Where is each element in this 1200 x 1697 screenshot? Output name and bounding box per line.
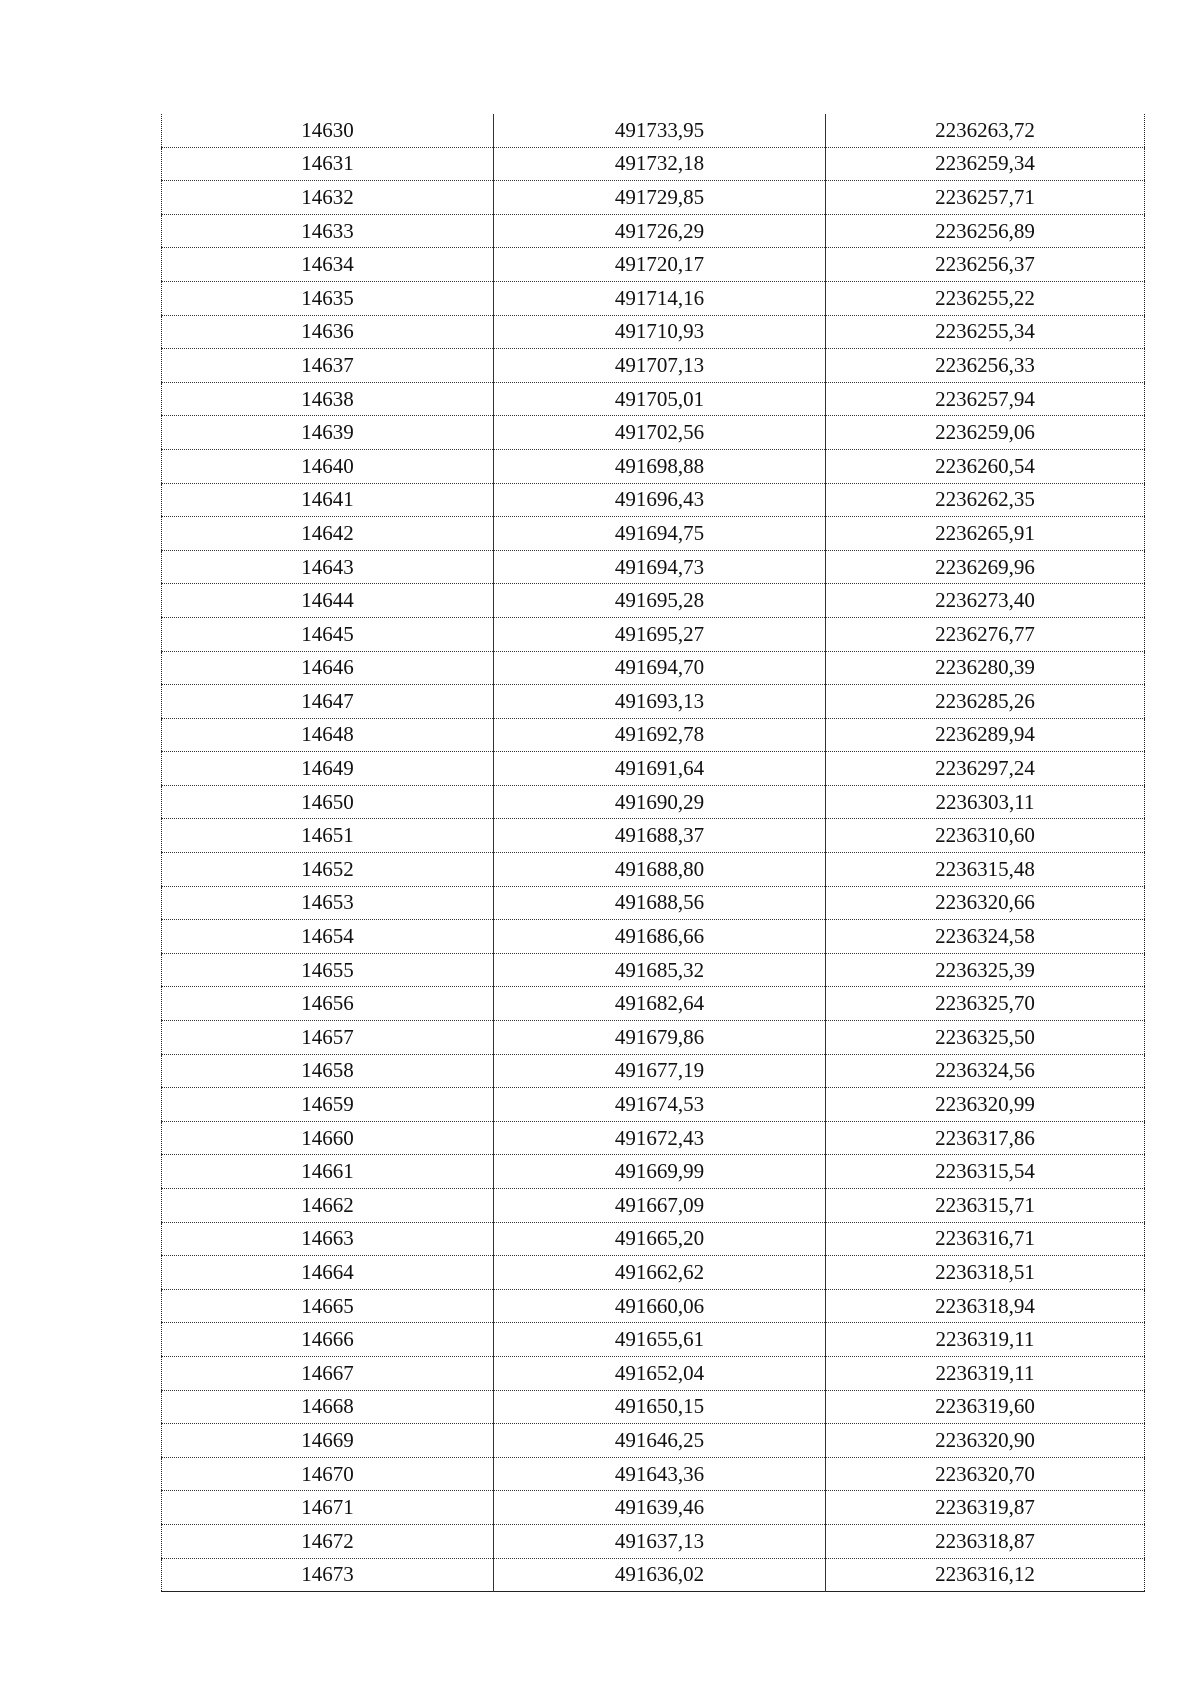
x-coordinate-cell: 491729,85 — [494, 181, 826, 215]
point-number-cell: 14664 — [162, 1256, 494, 1290]
table-row — [162, 147, 1145, 181]
table-row — [162, 1457, 1145, 1491]
x-coordinate-cell: 491694,73 — [494, 550, 826, 584]
y-coordinate-cell: 2236273,40 — [826, 584, 1145, 618]
y-coordinate-cell: 2236297,24 — [826, 752, 1145, 786]
y-coordinate-cell: 2236257,94 — [826, 382, 1145, 416]
x-coordinate-cell: 491685,32 — [494, 953, 826, 987]
table-row — [162, 1289, 1145, 1323]
y-coordinate-cell: 2236255,22 — [826, 281, 1145, 315]
table-row — [162, 886, 1145, 920]
point-number-cell: 14671 — [162, 1491, 494, 1525]
x-coordinate-cell: 491702,56 — [494, 416, 826, 450]
y-coordinate-cell: 2236324,56 — [826, 1054, 1145, 1088]
point-number-cell: 14654 — [162, 920, 494, 954]
y-coordinate-cell: 2236319,11 — [826, 1323, 1145, 1357]
point-number-cell: 14655 — [162, 953, 494, 987]
point-number-cell: 14647 — [162, 685, 494, 719]
x-coordinate-cell: 491694,70 — [494, 651, 826, 685]
x-coordinate-cell: 491636,02 — [494, 1558, 826, 1592]
x-coordinate-cell: 491695,27 — [494, 617, 826, 651]
table-row — [162, 1088, 1145, 1122]
y-coordinate-cell: 2236315,48 — [826, 853, 1145, 887]
y-coordinate-cell: 2236289,94 — [826, 718, 1145, 752]
point-number-cell: 14652 — [162, 853, 494, 887]
y-coordinate-cell: 2236259,06 — [826, 416, 1145, 450]
table-row — [162, 382, 1145, 416]
point-number-cell: 14635 — [162, 281, 494, 315]
y-coordinate-cell: 2236320,70 — [826, 1457, 1145, 1491]
y-coordinate-cell: 2236325,39 — [826, 953, 1145, 987]
y-coordinate-cell: 2236257,71 — [826, 181, 1145, 215]
coordinates-table-body — [162, 114, 1145, 1592]
table-row — [162, 281, 1145, 315]
table-row — [162, 449, 1145, 483]
x-coordinate-cell: 491694,75 — [494, 517, 826, 551]
table-row — [162, 349, 1145, 383]
x-coordinate-cell: 491660,06 — [494, 1289, 826, 1323]
x-coordinate-cell: 491674,53 — [494, 1088, 826, 1122]
point-number-cell: 14637 — [162, 349, 494, 383]
y-coordinate-cell: 2236256,89 — [826, 214, 1145, 248]
point-number-cell: 14653 — [162, 886, 494, 920]
table-row — [162, 752, 1145, 786]
table-row — [162, 1021, 1145, 1055]
y-coordinate-cell: 2236317,86 — [826, 1121, 1145, 1155]
y-coordinate-cell: 2236318,87 — [826, 1524, 1145, 1558]
table-row — [162, 853, 1145, 887]
y-coordinate-cell: 2236319,87 — [826, 1491, 1145, 1525]
x-coordinate-cell: 491643,36 — [494, 1457, 826, 1491]
coordinates-table — [161, 114, 1145, 1592]
point-number-cell: 14645 — [162, 617, 494, 651]
point-number-cell: 14649 — [162, 752, 494, 786]
x-coordinate-cell: 491669,99 — [494, 1155, 826, 1189]
x-coordinate-cell: 491667,09 — [494, 1189, 826, 1223]
x-coordinate-cell: 491691,64 — [494, 752, 826, 786]
x-coordinate-cell: 491688,37 — [494, 819, 826, 853]
x-coordinate-cell: 491655,61 — [494, 1323, 826, 1357]
y-coordinate-cell: 2236319,11 — [826, 1356, 1145, 1390]
table-row — [162, 1121, 1145, 1155]
x-coordinate-cell: 491688,80 — [494, 853, 826, 887]
point-number-cell: 14644 — [162, 584, 494, 618]
x-coordinate-cell: 491698,88 — [494, 449, 826, 483]
point-number-cell: 14633 — [162, 214, 494, 248]
y-coordinate-cell: 2236318,51 — [826, 1256, 1145, 1290]
table-row — [162, 248, 1145, 282]
point-number-cell: 14636 — [162, 315, 494, 349]
point-number-cell: 14657 — [162, 1021, 494, 1055]
table-row — [162, 483, 1145, 517]
x-coordinate-cell: 491646,25 — [494, 1424, 826, 1458]
y-coordinate-cell: 2236320,66 — [826, 886, 1145, 920]
point-number-cell: 14638 — [162, 382, 494, 416]
point-number-cell: 14667 — [162, 1356, 494, 1390]
x-coordinate-cell: 491714,16 — [494, 281, 826, 315]
table-row — [162, 685, 1145, 719]
y-coordinate-cell: 2236280,39 — [826, 651, 1145, 685]
x-coordinate-cell: 491682,64 — [494, 987, 826, 1021]
table-row — [162, 617, 1145, 651]
table-row — [162, 1524, 1145, 1558]
table-row — [162, 1491, 1145, 1525]
x-coordinate-cell: 491707,13 — [494, 349, 826, 383]
x-coordinate-cell: 491639,46 — [494, 1491, 826, 1525]
y-coordinate-cell: 2236315,71 — [826, 1189, 1145, 1223]
y-coordinate-cell: 2236256,37 — [826, 248, 1145, 282]
y-coordinate-cell: 2236265,91 — [826, 517, 1145, 551]
x-coordinate-cell: 491693,13 — [494, 685, 826, 719]
y-coordinate-cell: 2236269,96 — [826, 550, 1145, 584]
point-number-cell: 14643 — [162, 550, 494, 584]
table-row — [162, 1390, 1145, 1424]
table-row — [162, 1189, 1145, 1223]
point-number-cell: 14646 — [162, 651, 494, 685]
table-row — [162, 1222, 1145, 1256]
table-row — [162, 1155, 1145, 1189]
point-number-cell: 14668 — [162, 1390, 494, 1424]
point-number-cell: 14639 — [162, 416, 494, 450]
point-number-cell: 14641 — [162, 483, 494, 517]
x-coordinate-cell: 491677,19 — [494, 1054, 826, 1088]
x-coordinate-cell: 491695,28 — [494, 584, 826, 618]
x-coordinate-cell: 491732,18 — [494, 147, 826, 181]
point-number-cell: 14658 — [162, 1054, 494, 1088]
table-row — [162, 953, 1145, 987]
table-row — [162, 181, 1145, 215]
y-coordinate-cell: 2236303,11 — [826, 785, 1145, 819]
y-coordinate-cell: 2236310,60 — [826, 819, 1145, 853]
table-row — [162, 987, 1145, 1021]
x-coordinate-cell: 491710,93 — [494, 315, 826, 349]
x-coordinate-cell: 491650,15 — [494, 1390, 826, 1424]
y-coordinate-cell: 2236262,35 — [826, 483, 1145, 517]
y-coordinate-cell: 2236255,34 — [826, 315, 1145, 349]
point-number-cell: 14650 — [162, 785, 494, 819]
table-row — [162, 718, 1145, 752]
x-coordinate-cell: 491686,66 — [494, 920, 826, 954]
x-coordinate-cell: 491705,01 — [494, 382, 826, 416]
point-number-cell: 14670 — [162, 1457, 494, 1491]
y-coordinate-cell: 2236318,94 — [826, 1289, 1145, 1323]
y-coordinate-cell: 2236263,72 — [826, 114, 1145, 147]
y-coordinate-cell: 2236316,71 — [826, 1222, 1145, 1256]
point-number-cell: 14669 — [162, 1424, 494, 1458]
table-row — [162, 1054, 1145, 1088]
y-coordinate-cell: 2236285,26 — [826, 685, 1145, 719]
point-number-cell: 14656 — [162, 987, 494, 1021]
table-row — [162, 1256, 1145, 1290]
point-number-cell: 14661 — [162, 1155, 494, 1189]
table-row — [162, 550, 1145, 584]
y-coordinate-cell: 2236256,33 — [826, 349, 1145, 383]
table-row — [162, 920, 1145, 954]
y-coordinate-cell: 2236319,60 — [826, 1390, 1145, 1424]
table-row — [162, 214, 1145, 248]
x-coordinate-cell: 491672,43 — [494, 1121, 826, 1155]
table-row — [162, 1356, 1145, 1390]
table-row — [162, 1323, 1145, 1357]
x-coordinate-cell: 491679,86 — [494, 1021, 826, 1055]
y-coordinate-cell: 2236320,90 — [826, 1424, 1145, 1458]
x-coordinate-cell: 491726,29 — [494, 214, 826, 248]
x-coordinate-cell: 491696,43 — [494, 483, 826, 517]
point-number-cell: 14640 — [162, 449, 494, 483]
point-number-cell: 14642 — [162, 517, 494, 551]
y-coordinate-cell: 2236324,58 — [826, 920, 1145, 954]
point-number-cell: 14648 — [162, 718, 494, 752]
x-coordinate-cell: 491690,29 — [494, 785, 826, 819]
point-number-cell: 14631 — [162, 147, 494, 181]
table-row — [162, 819, 1145, 853]
x-coordinate-cell: 491720,17 — [494, 248, 826, 282]
x-coordinate-cell: 491665,20 — [494, 1222, 826, 1256]
x-coordinate-cell: 491652,04 — [494, 1356, 826, 1390]
table-row — [162, 315, 1145, 349]
y-coordinate-cell: 2236320,99 — [826, 1088, 1145, 1122]
point-number-cell: 14662 — [162, 1189, 494, 1223]
table-row — [162, 1558, 1145, 1592]
point-number-cell: 14659 — [162, 1088, 494, 1122]
x-coordinate-cell: 491692,78 — [494, 718, 826, 752]
table-row — [162, 651, 1145, 685]
point-number-cell: 14665 — [162, 1289, 494, 1323]
y-coordinate-cell: 2236276,77 — [826, 617, 1145, 651]
y-coordinate-cell: 2236315,54 — [826, 1155, 1145, 1189]
y-coordinate-cell: 2236325,50 — [826, 1021, 1145, 1055]
point-number-cell: 14660 — [162, 1121, 494, 1155]
point-number-cell: 14630 — [162, 114, 494, 147]
y-coordinate-cell: 2236316,12 — [935, 1562, 1035, 1587]
point-number-cell: 14632 — [162, 181, 494, 215]
x-coordinate-cell: 491637,13 — [494, 1524, 826, 1558]
y-coordinate-cell: 2236260,54 — [826, 449, 1145, 483]
point-number-cell: 14663 — [162, 1222, 494, 1256]
point-number-cell: 14651 — [162, 819, 494, 853]
point-number-cell: 14672 — [162, 1524, 494, 1558]
point-number-cell: 14666 — [162, 1323, 494, 1357]
x-coordinate-cell: 491688,56 — [494, 886, 826, 920]
x-coordinate-cell: 491733,95 — [494, 114, 826, 147]
table-row — [162, 114, 1145, 147]
point-number-cell: 14634 — [162, 248, 494, 282]
table-row — [162, 416, 1145, 450]
table-row — [162, 517, 1145, 551]
y-coordinate-cell: 2236259,34 — [826, 147, 1145, 181]
table-row — [162, 584, 1145, 618]
y-coordinate-cell: 2236325,70 — [826, 987, 1145, 1021]
table-row — [162, 1424, 1145, 1458]
point-number-cell: 14673 — [162, 1558, 494, 1592]
table-row — [162, 785, 1145, 819]
x-coordinate-cell: 491662,62 — [494, 1256, 826, 1290]
